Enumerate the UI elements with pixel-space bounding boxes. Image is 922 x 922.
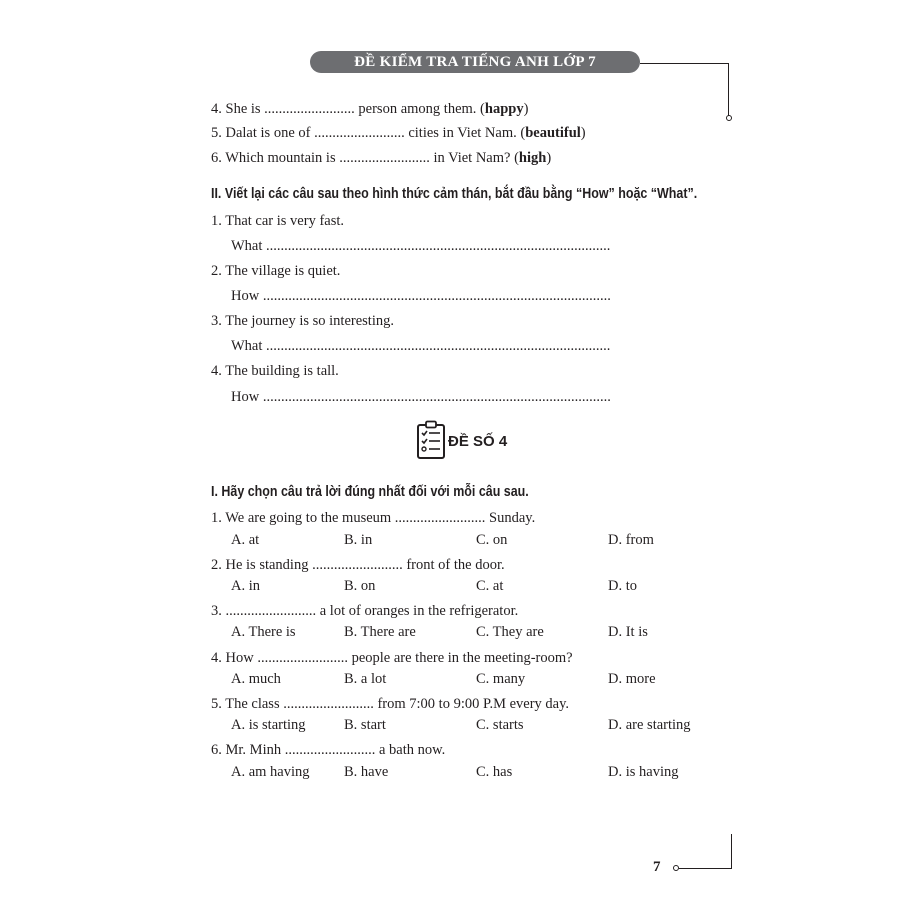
exercise-item: 6. Which mountain is ......................... in Viet Nam? (high) bbox=[211, 150, 552, 166]
mcq-option: A. am having bbox=[231, 764, 310, 780]
mcq-option: D. from bbox=[608, 532, 654, 548]
mcq-option: B. in bbox=[344, 532, 373, 548]
clipboard-checklist-icon bbox=[416, 420, 446, 460]
mcq-option: D. to bbox=[608, 578, 637, 594]
mcq-option: B. on bbox=[344, 578, 376, 594]
answer-line: How ................................................................................................ bbox=[231, 389, 611, 405]
mcq-option: D. is having bbox=[608, 764, 679, 780]
mcq-option: C. starts bbox=[476, 717, 524, 733]
answer-line: What ............................................................................................... bbox=[231, 338, 611, 354]
mcq-option: C. has bbox=[476, 764, 513, 780]
answer-line: How ................................................................................................ bbox=[231, 288, 611, 304]
footer-rule bbox=[679, 868, 732, 869]
mcq-option: A. much bbox=[231, 671, 281, 687]
exercise-question: 1. That car is very fast. bbox=[211, 213, 345, 229]
exercise-item: 4. She is ......................... person among them. (happy) bbox=[211, 101, 529, 117]
header-rule bbox=[640, 63, 729, 64]
exercise-question: 4. The building is tall. bbox=[211, 363, 339, 379]
mcq-question: 3. ......................... a lot of oranges in the refrigerator. bbox=[211, 603, 519, 619]
mcq-option: B. have bbox=[344, 764, 389, 780]
mcq-option: A. in bbox=[231, 578, 260, 594]
page-number: 7 bbox=[653, 859, 661, 875]
mcq-option: B. a lot bbox=[344, 671, 387, 687]
page-header-title: ĐỀ KIỂM TRA TIẾNG ANH LỚP 7 bbox=[310, 51, 640, 73]
exercise-question: 3. The journey is so interesting. bbox=[211, 313, 394, 329]
mcq-question: 2. He is standing ......................... front of the door. bbox=[211, 557, 505, 573]
mcq-option: B. start bbox=[344, 717, 386, 733]
answer-line: What ............................................................................................... bbox=[231, 238, 611, 254]
mcq-question: 6. Mr. Minh ......................... a bath now. bbox=[211, 742, 446, 758]
mcq-question: 5. The class ......................... from 7:00 to 9:00 P.M every day. bbox=[211, 696, 570, 712]
exam-number-title: ĐỀ SỐ 4 bbox=[448, 433, 508, 450]
mcq-question: 4. How ......................... people are there in the meeting-room? bbox=[211, 650, 573, 666]
mcq-option: D. more bbox=[608, 671, 656, 687]
mcq-option: D. It is bbox=[608, 624, 648, 640]
exercise-item: 5. Dalat is one of ......................... cities in Viet Nam. (beautiful) bbox=[211, 125, 586, 141]
mcq-option: C. at bbox=[476, 578, 504, 594]
exercise-question: 2. The village is quiet. bbox=[211, 263, 341, 279]
mcq-option: B. There are bbox=[344, 624, 416, 640]
section-heading: II. Viết lại các câu sau theo hình thức cảm thán, bắt đầu bằng “How” hoặc “What”. bbox=[211, 186, 698, 202]
mcq-option: C. many bbox=[476, 671, 526, 687]
mcq-option: C. They are bbox=[476, 624, 544, 640]
mcq-option: A. is starting bbox=[231, 717, 306, 733]
header-rule-dot bbox=[726, 115, 732, 121]
section-heading: I. Hãy chọn câu trả lời đúng nhất đối với mỗi câu sau. bbox=[211, 484, 529, 500]
footer-rule-vertical bbox=[731, 834, 732, 869]
mcq-option: A. at bbox=[231, 532, 260, 548]
mcq-option: A. There is bbox=[231, 624, 296, 640]
mcq-option: D. are starting bbox=[608, 717, 691, 733]
mcq-question: 1. We are going to the museum ......................... Sunday. bbox=[211, 510, 536, 526]
header-rule-vertical bbox=[728, 63, 729, 116]
mcq-option: C. on bbox=[476, 532, 508, 548]
